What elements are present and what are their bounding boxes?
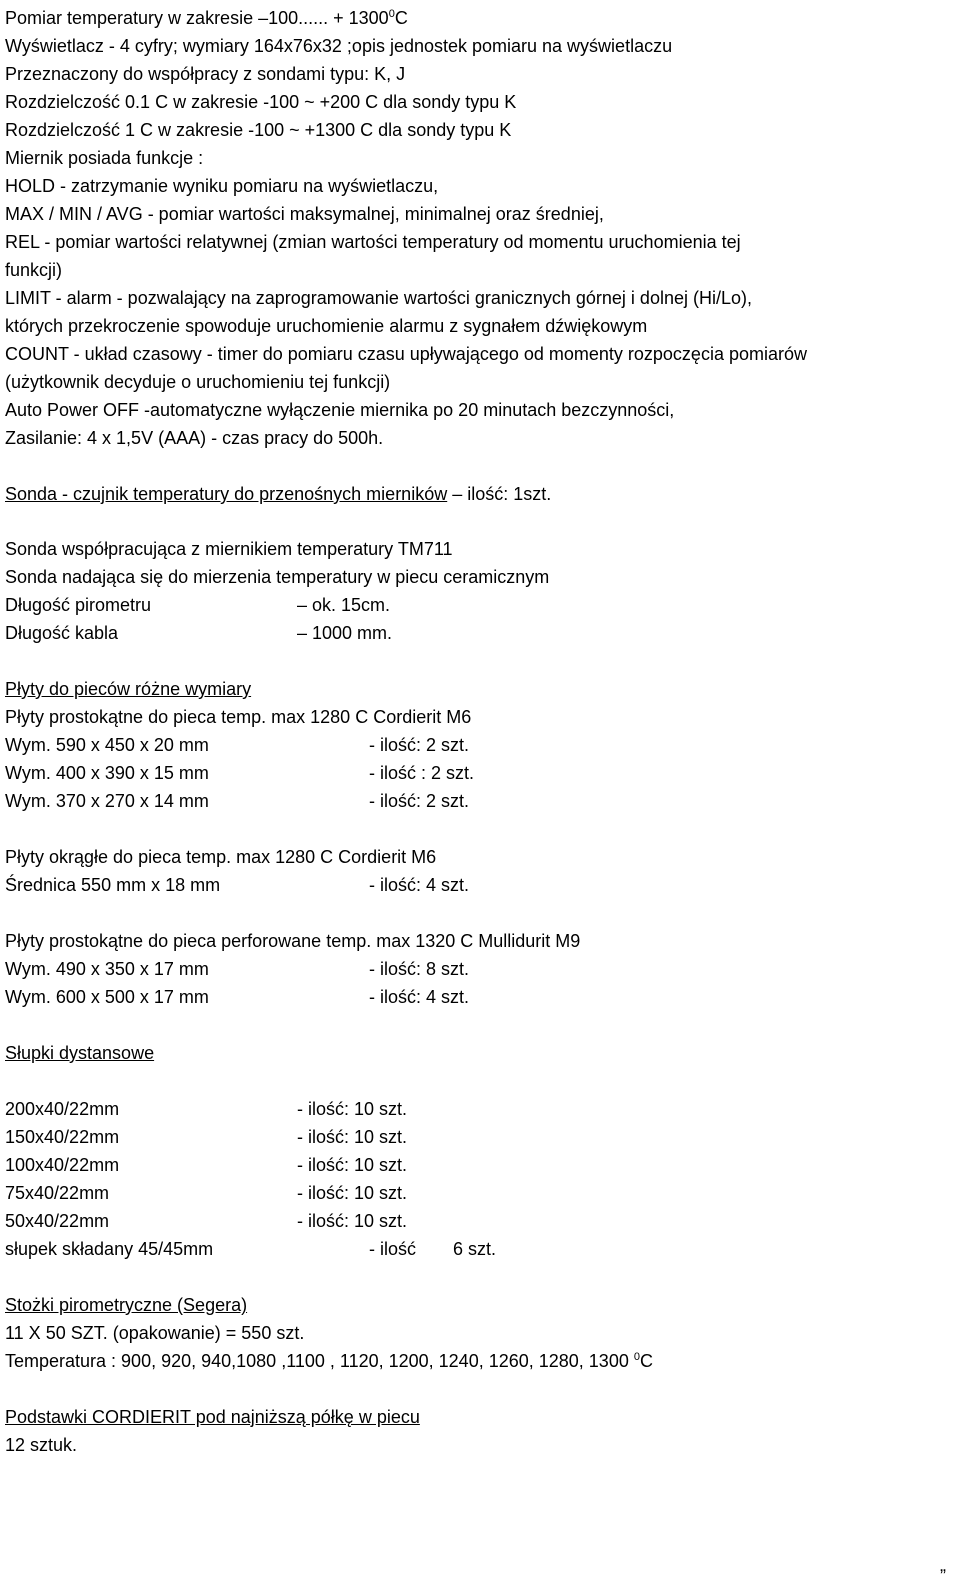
stozki-line: 11 X 50 SZT. (opakowanie) = 550 szt. bbox=[5, 1323, 305, 1343]
sonda-heading-line bbox=[5, 480, 551, 508]
slupki-row-qty: - ilość: 10 szt. bbox=[297, 1099, 408, 1119]
slupki-row bbox=[5, 1123, 408, 1151]
slupki-row-qty: - ilość: 10 szt. bbox=[297, 1211, 408, 1231]
plyty-row-label: Wym. 600 x 500 x 17 mm bbox=[5, 987, 209, 1007]
plyty-heading: Płyty do pieców różne wymiary bbox=[5, 679, 252, 699]
plyty-row bbox=[5, 787, 470, 815]
plyty-row-label: Wym. 490 x 350 x 17 mm bbox=[5, 959, 209, 979]
sonda-desc: Sonda współpracująca z miernikiem temperatury TM711 bbox=[5, 539, 453, 559]
plyty-row bbox=[5, 731, 470, 759]
plyty-row bbox=[5, 759, 475, 787]
spec-line: Przeznaczony do współpracy z sondami typu: K, J bbox=[5, 64, 406, 84]
sonda-heading: Sonda - czujnik temperatury do przenośnych mierników bbox=[5, 484, 448, 504]
slupki-row-count: 6 szt. bbox=[453, 1239, 497, 1259]
plyty-row-label: Wym. 370 x 270 x 14 mm bbox=[5, 791, 209, 811]
plyty-row-qty: - ilość: 8 szt. bbox=[369, 959, 470, 979]
plyty-row bbox=[5, 871, 470, 899]
sonda-row-value: – ok. 15cm. bbox=[297, 595, 391, 615]
sonda-row-label: Długość kabla bbox=[5, 623, 119, 643]
slupki-row-label: 50x40/22mm bbox=[5, 1211, 110, 1231]
plyty-row-qty: - ilość: 4 szt. bbox=[369, 987, 470, 1007]
slupki-row-qty: - ilość: 10 szt. bbox=[297, 1155, 408, 1175]
plyty-row-qty: - ilość: 4 szt. bbox=[369, 875, 470, 895]
range-text: Pomiar temperatury w zakresie –100...... + 1300 bbox=[5, 8, 389, 28]
slupki-row-label: 150x40/22mm bbox=[5, 1127, 120, 1147]
slupki-row-qty: - ilość: 10 szt. bbox=[297, 1127, 408, 1147]
slupki-row-label: 75x40/22mm bbox=[5, 1183, 110, 1203]
spec-line: (użytkownik decyduje o uruchomieniu tej funkcji) bbox=[5, 372, 391, 392]
sonda-heading-qty: – ilość: 1szt. bbox=[447, 484, 552, 504]
sonda-row-label: Długość pirometru bbox=[5, 595, 152, 615]
slupki-heading: Słupki dystansowe bbox=[5, 1043, 155, 1063]
spec-line: Wyświetlacz - 4 cyfry; wymiary 164x76x32 ;opis jednostek pomiaru na wyświetlaczu bbox=[5, 36, 673, 56]
sonda-desc: Sonda nadająca się do mierzenia temperatury w piecu ceramicznym bbox=[5, 567, 550, 587]
plyty-row-qty: - ilość: 2 szt. bbox=[369, 791, 470, 811]
degree-sup: 0 bbox=[633, 1351, 640, 1363]
plyty-group-title: Płyty okrągłe do pieca temp. max 1280 C Cordierit M6 bbox=[5, 847, 437, 867]
sonda-row bbox=[5, 591, 391, 619]
plyty-row-qty: - ilość: 2 szt. bbox=[369, 735, 470, 755]
spec-line: Miernik posiada funkcje : bbox=[5, 148, 204, 168]
slupki-row-label: 200x40/22mm bbox=[5, 1099, 120, 1119]
spec-line: COUNT - układ czasowy - timer do pomiaru czasu upływającego od momenty rozpoczęcia pomiarów bbox=[5, 344, 807, 364]
slupki-row bbox=[5, 1235, 497, 1263]
plyty-row bbox=[5, 955, 470, 983]
plyty-row-label: Wym. 400 x 390 x 15 mm bbox=[5, 763, 209, 783]
slupki-row-label: słupek składany 45/45mm bbox=[5, 1239, 214, 1259]
podstawki-line: 12 sztuk. bbox=[5, 1435, 78, 1455]
slupki-row-qty: - ilość bbox=[369, 1239, 417, 1259]
spec-line: Auto Power OFF -automatyczne wyłączenie miernika po 20 minutach bezczynności, bbox=[5, 400, 675, 420]
stozki-heading: Stożki pirometryczne (Segera) bbox=[5, 1295, 248, 1315]
unit-suffix: C bbox=[394, 8, 408, 28]
plyty-group-title: Płyty prostokątne do pieca perforowane temp. max 1320 C Mullidurit M9 bbox=[5, 931, 581, 951]
sonda-row-value: – 1000 mm. bbox=[297, 623, 393, 643]
plyty-row bbox=[5, 983, 470, 1011]
plyty-group-title: Płyty prostokątne do pieca temp. max 1280 C Cordierit M6 bbox=[5, 707, 472, 727]
temperature-list: Temperatura : 900, 920, 940,1080 ,1100 , 1120, 1200, 1240, 1260, 1280, 1300 bbox=[5, 1351, 634, 1371]
spec-line: LIMIT - alarm - pozwalający na zaprogramowanie wartości granicznych górnej i dolnej (Hi/Lo), bbox=[5, 288, 752, 308]
spec-line: MAX / MIN / AVG - pomiar wartości maksymalnej, minimalnej oraz średniej, bbox=[5, 204, 604, 224]
sonda-row bbox=[5, 619, 393, 647]
spec-line: Rozdzielczość 0.1 C w zakresie -100 ~ +200 C dla sondy typu K bbox=[5, 92, 517, 112]
trailing-quote-mark: „ bbox=[940, 1555, 946, 1575]
plyty-row-label: Wym. 590 x 450 x 20 mm bbox=[5, 735, 209, 755]
slupki-row bbox=[5, 1207, 408, 1235]
slupki-row bbox=[5, 1179, 408, 1207]
unit-suffix: C bbox=[639, 1351, 653, 1371]
stozki-temperature-line bbox=[5, 1347, 653, 1375]
spec-line: REL - pomiar wartości relatywnej (zmian wartości temperatury od momentu uruchomienia tej bbox=[5, 232, 741, 252]
spec-line: Rozdzielczość 1 C w zakresie -100 ~ +1300 C dla sondy typu K bbox=[5, 120, 512, 140]
degree-sup: 0 bbox=[388, 8, 395, 20]
slupki-row bbox=[5, 1095, 408, 1123]
slupki-row bbox=[5, 1151, 408, 1179]
spec-line: HOLD - zatrzymanie wyniku pomiaru na wyświetlaczu, bbox=[5, 176, 439, 196]
spec-line: funkcji) bbox=[5, 260, 63, 280]
spec-line: Zasilanie: 4 x 1,5V (AAA) - czas pracy do 500h. bbox=[5, 428, 384, 448]
measurement-range-line bbox=[5, 4, 408, 32]
podstawki-heading: Podstawki CORDIERIT pod najniższą półkę w piecu bbox=[5, 1407, 420, 1427]
plyty-row-label: Średnica 550 mm x 18 mm bbox=[5, 875, 221, 895]
slupki-row-label: 100x40/22mm bbox=[5, 1155, 120, 1175]
plyty-row-qty: - ilość : 2 szt. bbox=[369, 763, 475, 783]
spec-line: których przekroczenie spowoduje uruchomienie alarmu z sygnałem dźwiękowym bbox=[5, 316, 648, 336]
slupki-row-qty: - ilość: 10 szt. bbox=[297, 1183, 408, 1203]
